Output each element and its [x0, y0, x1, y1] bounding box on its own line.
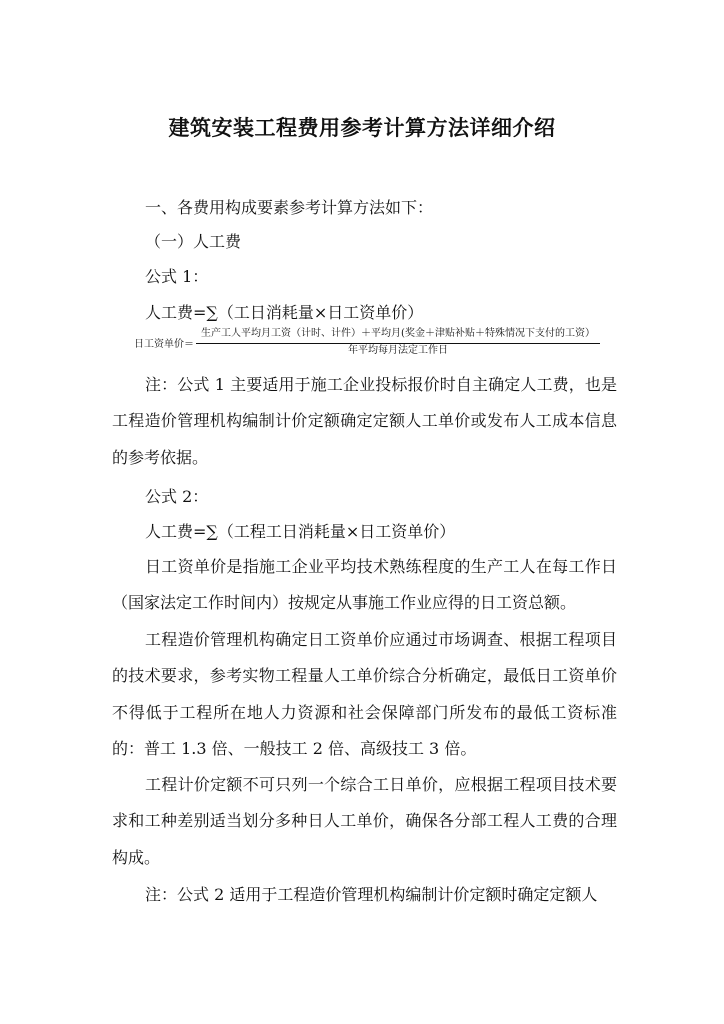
fraction-bar — [196, 343, 600, 344]
formula-1-note: 注：公式 1 主要适用于施工企业投标报价时自主确定人工费，也是工程造价管理机构编制计价定额确定定额人工单价或发布人工成本信息的参考依据。 — [112, 375, 617, 467]
formula-2-expression: 人工费=∑（工程工日消耗量×日工资单价） — [145, 522, 456, 541]
daily-wage-definition-paragraph: 日工资单价是指施工企业平均技术熟练程度的生产工人在每工作日（国家法定工作时间内）按规定从事施工作业应得的日工资总额。 — [112, 557, 617, 613]
formula-1-label: 公式 1： — [145, 267, 209, 286]
formula-2-note: 注：公式 2 适用于工程造价管理机构编制计价定额时确定定额人 — [145, 885, 598, 904]
daily-wage-numerator: 生产工人平均月工资（计时、计件）＋平均月(奖金＋津贴补贴＋特殊情况下支付的工资） — [201, 328, 595, 339]
formula-1-expression: 人工费=∑（工日消耗量×日工资单价） — [145, 303, 424, 322]
daily-wage-denominator: 年平均每月法定工作日 — [348, 345, 448, 356]
formula-2-label: 公式 2： — [145, 487, 209, 506]
subsection-heading: （一）人工费 — [145, 232, 242, 251]
daily-wage-formula-lhs: 日工资单价＝ — [134, 339, 194, 350]
document-title: 建筑安装工程费用参考计算方法详细介绍 — [168, 116, 556, 140]
pricing-quota-paragraph: 工程计价定额不可只列一个综合工日单价，应根据工程项目技术要求和工种差别适当划分多种日人工单价，确保各分部工程人工费的合理构成。 — [112, 775, 617, 867]
daily-wage-fraction — [196, 328, 600, 357]
daily-wage-formula — [134, 328, 604, 364]
daily-wage-determination-paragraph: 工程造价管理机构确定日工资单价应通过市场调查、根据工程项目的技术要求，参考实物工程量人工单价综合分析确定，最低日工资单价不得低于工程所在地人力资源和社会保障部门所发布的最低工资标准的：普工 1.3 倍、一般技工 2 倍、高级技工 3 倍。 — [112, 630, 617, 758]
section-heading: 一、各费用构成要素参考计算方法如下： — [145, 198, 434, 217]
